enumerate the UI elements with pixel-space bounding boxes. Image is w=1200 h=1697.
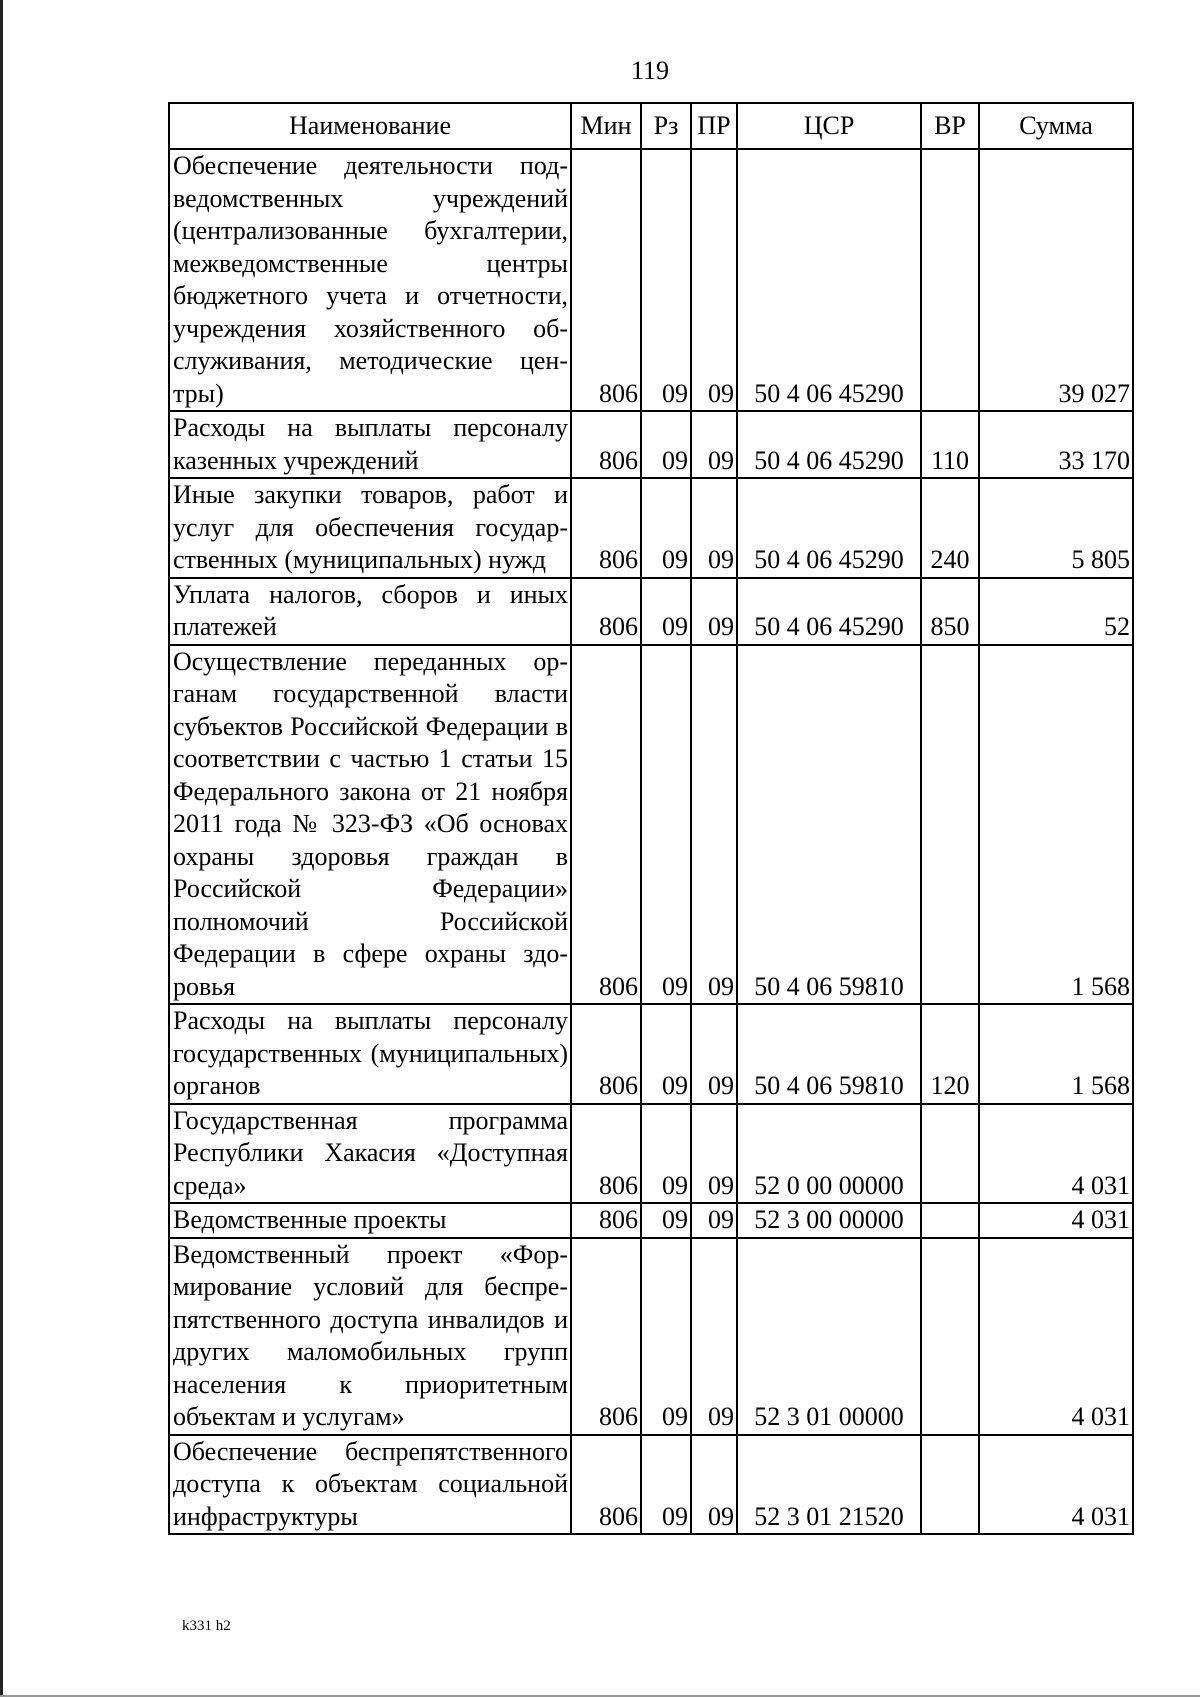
cell-rz: 09 <box>641 411 691 478</box>
cell-csr: 52 0 00 00000 <box>737 1104 921 1204</box>
cell-name: Ведомственные проекты <box>169 1203 571 1238</box>
page-number: 119 <box>630 56 670 85</box>
cell-rz: 09 <box>641 1104 691 1204</box>
cell-sum: 4 031 <box>979 1104 1133 1204</box>
cell-csr: 52 3 01 00000 <box>737 1238 921 1435</box>
cell-sum: 33 170 <box>979 411 1133 478</box>
table-row <box>169 1203 1133 1238</box>
cell-csr: 50 4 06 45290 <box>737 578 921 645</box>
cell-rz: 09 <box>641 578 691 645</box>
header-name: Наименование <box>169 103 571 149</box>
header-csr: ЦСР <box>737 103 921 149</box>
table-row <box>169 478 1133 578</box>
cell-pr: 09 <box>691 578 737 645</box>
scan-edge-left <box>0 0 3 1697</box>
cell-pr: 09 <box>691 149 737 411</box>
cell-sum: 4 031 <box>979 1238 1133 1435</box>
cell-name: Осуществление переданных органам государственной власти субъектов Российской Федерации в соответствии с частью 1 статьи 15 Федерального закона от 21 ноября 2011 года № 323-ФЗ «Об основах охраны здоровья граждан в Российской Федерации» полномочий Российской Федерации в сфере охраны здоровья <box>169 645 571 1005</box>
header-sum: Сумма <box>979 103 1133 149</box>
cell-pr: 09 <box>691 1203 737 1238</box>
cell-name: Иные закупки товаров, работ и услуг для обеспечения государственных (муниципальных) нужд <box>169 478 571 578</box>
cell-min: 806 <box>571 1203 641 1238</box>
cell-name: Обеспечение деятельности подведомственных учреждений (централизованные бухгалтерии, межведомственные центры бюджетного учета и отчетности, учреждения хозяйственного обслуживания, методические центры) <box>169 149 571 411</box>
cell-vr: 240 <box>921 478 979 578</box>
cell-pr: 09 <box>691 411 737 478</box>
cell-name: Уплата налогов, сборов и иных платежей <box>169 578 571 645</box>
cell-min: 806 <box>571 478 641 578</box>
cell-csr: 50 4 06 59810 <box>737 645 921 1005</box>
table-row <box>169 149 1133 411</box>
cell-sum: 5 805 <box>979 478 1133 578</box>
table-header-row <box>169 103 1133 149</box>
table-row <box>169 645 1133 1005</box>
cell-name: Расходы на выплаты персоналу казенных учреждений <box>169 411 571 478</box>
cell-min: 806 <box>571 578 641 645</box>
cell-csr: 52 3 01 21520 <box>737 1435 921 1535</box>
cell-pr: 09 <box>691 1104 737 1204</box>
cell-rz: 09 <box>641 645 691 1005</box>
table-row <box>169 411 1133 478</box>
cell-name: Расходы на выплаты персоналу государственных (муниципальных) органов <box>169 1004 571 1104</box>
cell-sum: 39 027 <box>979 149 1133 411</box>
cell-rz: 09 <box>641 149 691 411</box>
cell-sum: 52 <box>979 578 1133 645</box>
cell-name: Обеспечение беспрепятственного доступа к объектам социальной инфраструктуры <box>169 1435 571 1535</box>
budget-table <box>168 102 1134 1535</box>
cell-vr <box>921 1435 979 1535</box>
cell-min: 806 <box>571 149 641 411</box>
cell-vr <box>921 1203 979 1238</box>
cell-csr: 52 3 00 00000 <box>737 1203 921 1238</box>
cell-rz: 09 <box>641 478 691 578</box>
footer-code: k331 h2 <box>182 1618 231 1634</box>
table-row <box>169 1004 1133 1104</box>
table-row <box>169 1104 1133 1204</box>
cell-csr: 50 4 06 59810 <box>737 1004 921 1104</box>
cell-rz: 09 <box>641 1238 691 1435</box>
cell-vr <box>921 149 979 411</box>
cell-rz: 09 <box>641 1435 691 1535</box>
cell-min: 806 <box>571 411 641 478</box>
cell-vr <box>921 1238 979 1435</box>
cell-sum: 4 031 <box>979 1435 1133 1535</box>
cell-vr <box>921 1104 979 1204</box>
cell-name: Государственная программа Республики Хакасия «Доступная среда» <box>169 1104 571 1204</box>
cell-csr: 50 4 06 45290 <box>737 149 921 411</box>
header-min: Мин <box>571 103 641 149</box>
cell-min: 806 <box>571 1004 641 1104</box>
cell-sum: 4 031 <box>979 1203 1133 1238</box>
cell-csr: 50 4 06 45290 <box>737 478 921 578</box>
cell-vr <box>921 645 979 1005</box>
cell-sum: 1 568 <box>979 645 1133 1005</box>
cell-vr: 120 <box>921 1004 979 1104</box>
header-vr: ВР <box>921 103 979 149</box>
header-rz: Рз <box>641 103 691 149</box>
cell-pr: 09 <box>691 478 737 578</box>
cell-rz: 09 <box>641 1004 691 1104</box>
table-row <box>169 578 1133 645</box>
header-pr: ПР <box>691 103 737 149</box>
table-row <box>169 1435 1133 1535</box>
table-row <box>169 1238 1133 1435</box>
cell-pr: 09 <box>691 1238 737 1435</box>
cell-pr: 09 <box>691 1435 737 1535</box>
cell-min: 806 <box>571 1104 641 1204</box>
cell-min: 806 <box>571 1238 641 1435</box>
cell-pr: 09 <box>691 1004 737 1104</box>
cell-rz: 09 <box>641 1203 691 1238</box>
cell-sum: 1 568 <box>979 1004 1133 1104</box>
cell-csr: 50 4 06 45290 <box>737 411 921 478</box>
cell-min: 806 <box>571 645 641 1005</box>
cell-pr: 09 <box>691 645 737 1005</box>
cell-name: Ведомственный проект «Формирование условий для беспрепятственного доступа инвалидов и других маломобильных групп населения к приоритетным объектам и услугам» <box>169 1238 571 1435</box>
cell-vr: 850 <box>921 578 979 645</box>
cell-vr: 110 <box>921 411 979 478</box>
cell-min: 806 <box>571 1435 641 1535</box>
